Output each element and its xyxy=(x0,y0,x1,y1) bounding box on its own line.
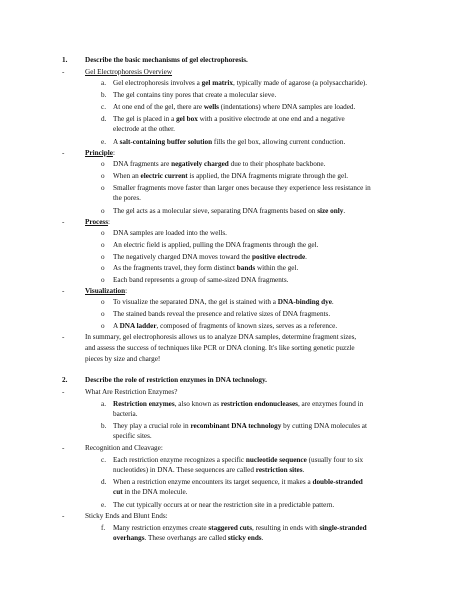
what-b: They play a crucial role in recombinant DNA technology by cutting DNA molecules at xyxy=(113,422,367,430)
sticky-heading: Sticky Ends and Blunt Ends: xyxy=(85,512,168,520)
overview-b: The gel contains tiny pores that create a molecular sieve. xyxy=(113,91,277,99)
circle-bullet: o xyxy=(101,322,105,330)
letter-a-marker: a. xyxy=(101,79,106,87)
dash-marker: - xyxy=(62,388,65,396)
letter-b-marker: b. xyxy=(101,422,107,430)
visualization-heading: Visualization: xyxy=(85,287,128,295)
overview-a: Gel electrophoresis involves a gel matrix, typically made of agarose (a polysaccharide). xyxy=(113,79,368,87)
dash-marker: - xyxy=(62,68,65,76)
circle-bullet: o xyxy=(101,207,105,215)
letter-e-marker: e. xyxy=(101,138,106,146)
process-5: Each band represents a group of same-sized DNA fragments. xyxy=(113,276,289,284)
process-4: As the fragments travel, they form distinct bands within the gel. xyxy=(113,264,299,272)
overview-e: A salt-containing buffer solution fills the gel box, allowing current conduction. xyxy=(113,138,346,146)
letter-f-marker: f. xyxy=(101,524,106,532)
circle-bullet: o xyxy=(101,229,105,237)
overview-d-cont: electrode at the other. xyxy=(113,125,175,133)
dash-marker: - xyxy=(62,444,65,452)
summary-line-1: In summary, gel electrophoresis allows us to analyze DNA samples, determine fragment sizes, xyxy=(85,333,357,341)
letter-b-marker: b. xyxy=(101,91,107,99)
sticky-f: Many restriction enzymes create staggered cuts, resulting in ends with single-stranded xyxy=(113,524,367,532)
summary-line-2: and assess the success of techniques like PCR or DNA cloning. It's like sorting genetic puzzle xyxy=(85,344,355,352)
letter-c-marker: c. xyxy=(101,103,106,111)
principle-3-cont: the pores. xyxy=(113,194,141,202)
circle-bullet: o xyxy=(101,310,105,318)
q2-title: Describe the role of restriction enzymes in DNA technology. xyxy=(85,376,267,384)
dash-marker: - xyxy=(62,149,65,157)
sticky-f-cont: overhangs. These overhangs are called sticky ends. xyxy=(113,534,264,542)
circle-bullet: o xyxy=(101,241,105,249)
process-heading: Process: xyxy=(85,218,111,226)
circle-bullet: o xyxy=(101,276,105,284)
principle-heading: Principle: xyxy=(85,149,115,157)
dash-marker: - xyxy=(62,287,65,295)
dash-marker: - xyxy=(62,333,65,341)
overview-c: At one end of the gel, there are wells (indentations) where DNA samples are loaded. xyxy=(113,103,356,111)
recognition-heading: Recognition and Cleavage: xyxy=(85,444,163,452)
principle-2: When an electric current is applied, the DNA fragments migrate through the gel. xyxy=(113,172,348,180)
process-1: DNA samples are loaded into the wells. xyxy=(113,229,227,237)
summary-line-3: pieces by size and charge! xyxy=(85,355,161,363)
q2-number: 2. xyxy=(62,376,68,384)
recognition-c: Each restriction enzyme recognizes a specific nucleotide sequence (usually four to six xyxy=(113,456,364,464)
letter-d-marker: d. xyxy=(101,478,107,486)
recognition-e: The cut typically occurs at or near the restriction site in a predictable pattern. xyxy=(113,501,335,509)
recognition-c-cont: nucleotides) in DNA. These sequences are called restriction sites. xyxy=(113,466,305,474)
q1-number: 1. xyxy=(62,56,68,64)
circle-bullet: o xyxy=(101,264,105,272)
dash-marker: - xyxy=(62,512,65,520)
overview-heading: Gel Electrophoresis Overview xyxy=(85,68,173,76)
principle-3: Smaller fragments move faster than larger ones because they experience less resistance in xyxy=(113,184,371,192)
q1-title: Describe the basic mechanisms of gel electrophoresis. xyxy=(85,56,248,64)
circle-bullet: o xyxy=(101,253,105,261)
overview-d: The gel is placed in a gel box with a positive electrode at one end and a negative xyxy=(113,115,345,123)
visualization-2: The stained bands reveal the presence and relative sizes of DNA fragments. xyxy=(113,310,331,318)
letter-d-marker: d. xyxy=(101,115,107,123)
visualization-3: A DNA ladder, composed of fragments of known sizes, serves as a reference. xyxy=(113,322,338,330)
what-a-cont: bacteria. xyxy=(113,410,138,418)
what-heading: What Are Restriction Enzymes? xyxy=(85,388,178,396)
dash-marker: - xyxy=(62,218,65,226)
principle-1: DNA fragments are negatively charged due to their phosphate backbone. xyxy=(113,160,326,168)
letter-a-marker: a. xyxy=(101,400,106,408)
circle-bullet: o xyxy=(101,298,105,306)
process-2: An electric field is applied, pulling the DNA fragments through the gel. xyxy=(113,241,319,249)
process-3: The negatively charged DNA moves toward the positive electrode. xyxy=(113,253,307,261)
circle-bullet: o xyxy=(101,160,105,168)
circle-bullet: o xyxy=(101,172,105,180)
what-a: Restriction enzymes, also known as restriction endonucleases, are enzymes found in xyxy=(113,400,364,408)
circle-bullet: o xyxy=(101,184,105,192)
what-b-cont: specific sites. xyxy=(113,432,152,440)
recognition-d: When a restriction enzyme encounters its target sequence, it makes a double-stranded xyxy=(113,478,363,486)
letter-c-marker: c. xyxy=(101,456,106,464)
visualization-1: To visualize the separated DNA, the gel is stained with a DNA-binding dye. xyxy=(113,298,334,306)
letter-e-marker: e. xyxy=(101,501,106,509)
recognition-d-cont: cut in the DNA molecule. xyxy=(113,488,188,496)
principle-4: The gel acts as a molecular sieve, separating DNA fragments based on size only. xyxy=(113,207,346,215)
